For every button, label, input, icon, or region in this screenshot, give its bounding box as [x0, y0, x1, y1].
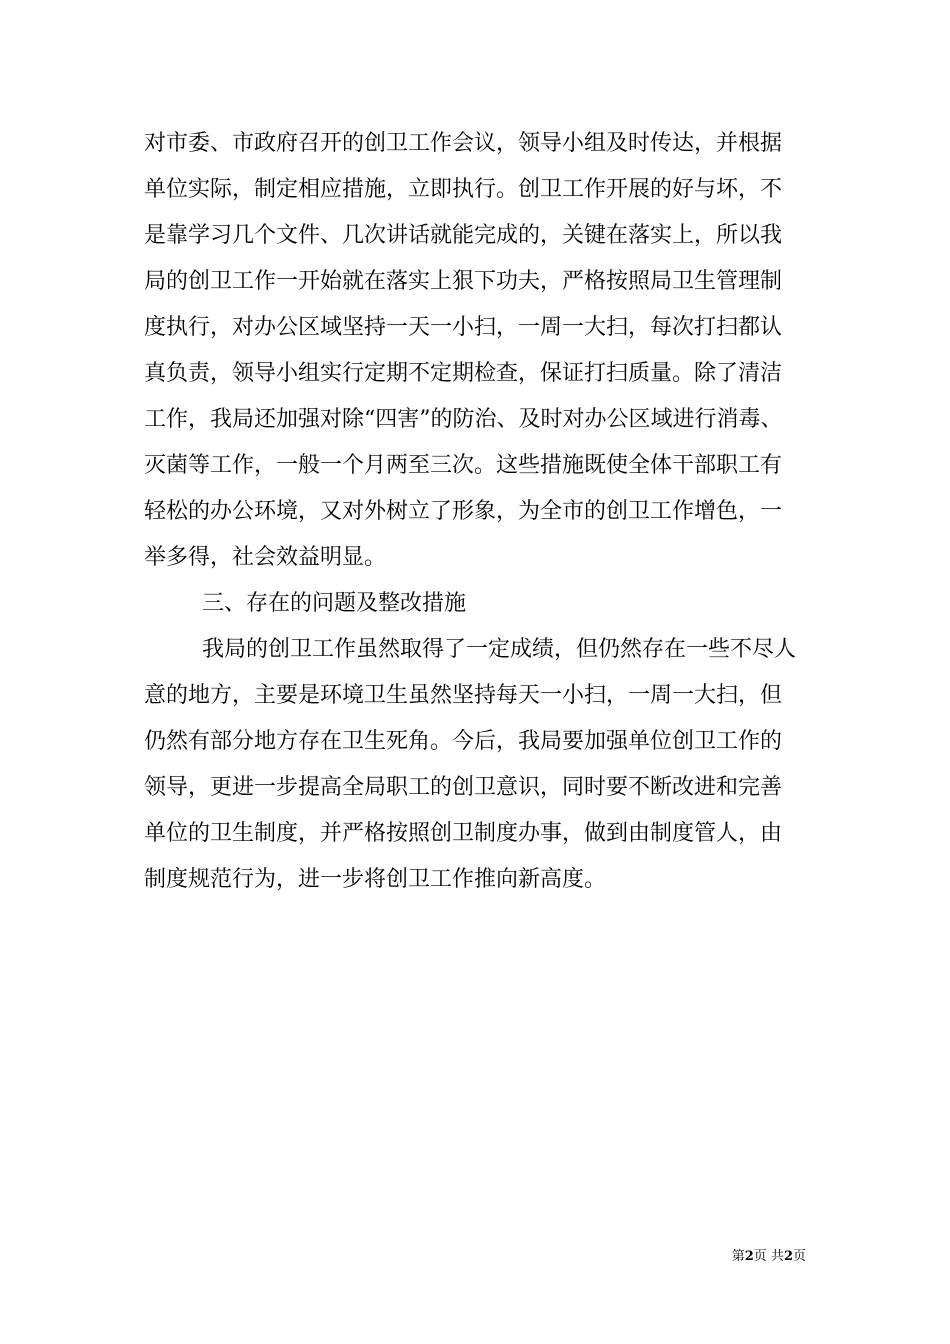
paragraph-line: 轻松的办公环境，又对外树立了形象，为全市的创卫工作增色，一 — [144, 499, 783, 524]
paragraph-1 — [144, 121, 814, 581]
paragraph-line: 是靠学习几个文件、几次讲话就能完成的，关键在落实上，所以我 — [144, 223, 783, 248]
paragraph-line: 单位的卫生制度，并严格按照创卫制度办事，做到由制度管人，由 — [144, 821, 783, 846]
paragraph-line: 意的地方，主要是环境卫生虽然坚持每天一小扫，一周一大扫，但 — [144, 683, 783, 708]
document-body — [144, 121, 814, 903]
paragraph-line: 单位实际，制定相应措施，立即执行。创卫工作开展的好与坏，不 — [144, 177, 783, 202]
paragraph-line: 度执行，对办公区域坚持一天一小扫，一周一大扫，每次打扫都认 — [144, 315, 783, 340]
paragraph-2 — [144, 627, 814, 903]
paragraph-line: 制度规范行为，进一步将创卫工作推向新高度。 — [144, 867, 607, 892]
section-heading: 三、存在的问题及整改措施 — [202, 591, 467, 616]
paragraph-line: 对市委、市政府召开的创卫工作会议，领导小组及时传达，并根据 — [144, 131, 783, 156]
paragraph-line: 我局的创卫工作虽然取得了一定成绩，但仍然存在一些不尽人 — [202, 637, 797, 662]
paragraph-line: 灭菌等工作，一般一个月两至三次。这些措施既使全体干部职工有 — [144, 453, 783, 478]
paragraph-line: 领导，更进一步提高全局职工的创卫意识，同时要不断改进和完善 — [144, 775, 783, 800]
footer-total-pages: 2 — [783, 1249, 793, 1264]
paragraph-line: 局的创卫工作一开始就在落实上狠下功夫，严格按照局卫生管理制 — [144, 269, 783, 294]
footer-middle: 页 共 — [753, 1249, 784, 1264]
paragraph-line: 举多得，社会效益明显。 — [144, 545, 387, 570]
footer-current-page: 2 — [744, 1249, 754, 1264]
paragraph-line: 工作，我局还加强对除“四害”的防治、及时对办公区域进行消毒、 — [144, 407, 783, 432]
page-footer — [0, 1248, 806, 1266]
paragraph-line: 真负责，领导小组实行定期不定期检查，保证打扫质量。除了清洁 — [144, 361, 783, 386]
footer-suffix: 页 — [792, 1249, 806, 1264]
footer-prefix: 第 — [731, 1249, 745, 1264]
paragraph-line: 仍然有部分地方存在卫生死角。今后，我局要加强单位创卫工作的 — [144, 729, 783, 754]
